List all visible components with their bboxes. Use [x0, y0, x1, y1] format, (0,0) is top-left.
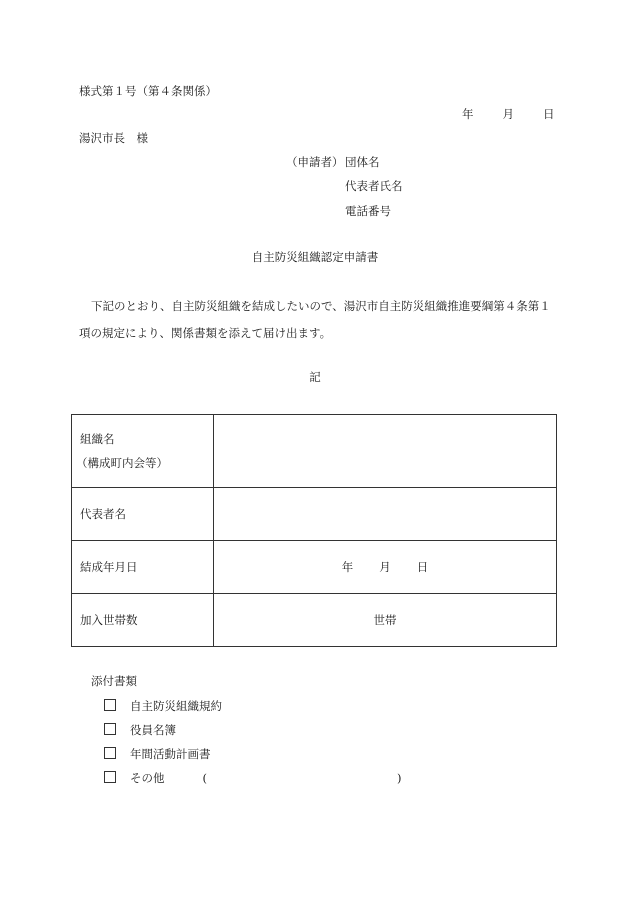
attachment-item-label: 自主防災組織規約 — [130, 699, 222, 713]
attachment-item-label: 年間活動計画書 — [130, 747, 211, 761]
table-row-formation-date — [72, 541, 557, 594]
group-name-label: 団体名 — [345, 155, 380, 169]
header-date-month: 月 — [502, 107, 514, 121]
ki-label: 記 — [309, 370, 321, 384]
households-label — [72, 594, 214, 647]
organization-name-label — [72, 415, 214, 488]
organization-name-field[interactable] — [214, 415, 557, 488]
attachments-heading: 添付書類 — [91, 674, 137, 688]
formation-date-parts — [342, 560, 429, 574]
formation-date-year: 年 — [341, 560, 354, 574]
households-field[interactable] — [214, 594, 557, 647]
attachment-item-other[interactable] — [104, 771, 402, 795]
table-row-representative — [72, 488, 557, 541]
table-row-households — [72, 594, 557, 647]
checkbox-icon[interactable] — [104, 723, 116, 735]
table-row-organization — [72, 415, 557, 488]
formation-date-month: 月 — [379, 560, 391, 574]
other-close-paren: ) — [397, 771, 402, 785]
phone-number-label: 電話番号 — [345, 204, 391, 218]
attachment-item-plan[interactable] — [104, 747, 402, 771]
households-unit: 世帯 — [373, 613, 397, 627]
checkbox-icon[interactable] — [104, 699, 116, 711]
attachment-item-officers[interactable] — [104, 723, 402, 747]
body-paragraph: 下記のとおり、自主防災組織を結成したいので、湯沢市自主防災組織推進要綱第４条第１項の規定により、関係書類を添えて届け出ます。 — [79, 299, 551, 340]
attachments-list — [104, 699, 402, 795]
header-date-day: 日 — [543, 107, 555, 121]
representative-label-text: 代表者名 — [80, 507, 126, 521]
attachment-item-label: その他 — [130, 771, 165, 785]
organization-name-label-line1: 組織名 — [80, 432, 115, 446]
formation-date-field[interactable] — [214, 541, 557, 594]
form-number: 様式第１号（第４条関係） — [79, 84, 217, 98]
addressee: 湯沢市長 様 — [79, 131, 148, 145]
formation-date-day: 日 — [416, 560, 429, 574]
representative-label — [72, 488, 214, 541]
households-label-text: 加入世帯数 — [80, 613, 138, 627]
other-open-paren: ( — [202, 771, 207, 785]
representative-name-label: 代表者氏名 — [345, 179, 403, 193]
attachment-item-bylaws[interactable] — [104, 699, 402, 723]
organization-name-label-line2: （構成町内会等） — [76, 456, 168, 470]
formation-date-label — [72, 541, 214, 594]
document-title: 自主防災組織認定申請書 — [251, 250, 379, 264]
checkbox-icon[interactable] — [104, 771, 116, 783]
attachment-item-label: 役員名簿 — [130, 723, 176, 737]
header-date-year: 年 — [462, 107, 474, 121]
application-table — [71, 414, 557, 647]
applicant-label: （申請者） — [286, 155, 344, 169]
checkbox-icon[interactable] — [104, 747, 116, 759]
representative-field[interactable] — [214, 488, 557, 541]
header-date — [462, 109, 555, 121]
formation-date-label-text: 結成年月日 — [80, 560, 138, 574]
